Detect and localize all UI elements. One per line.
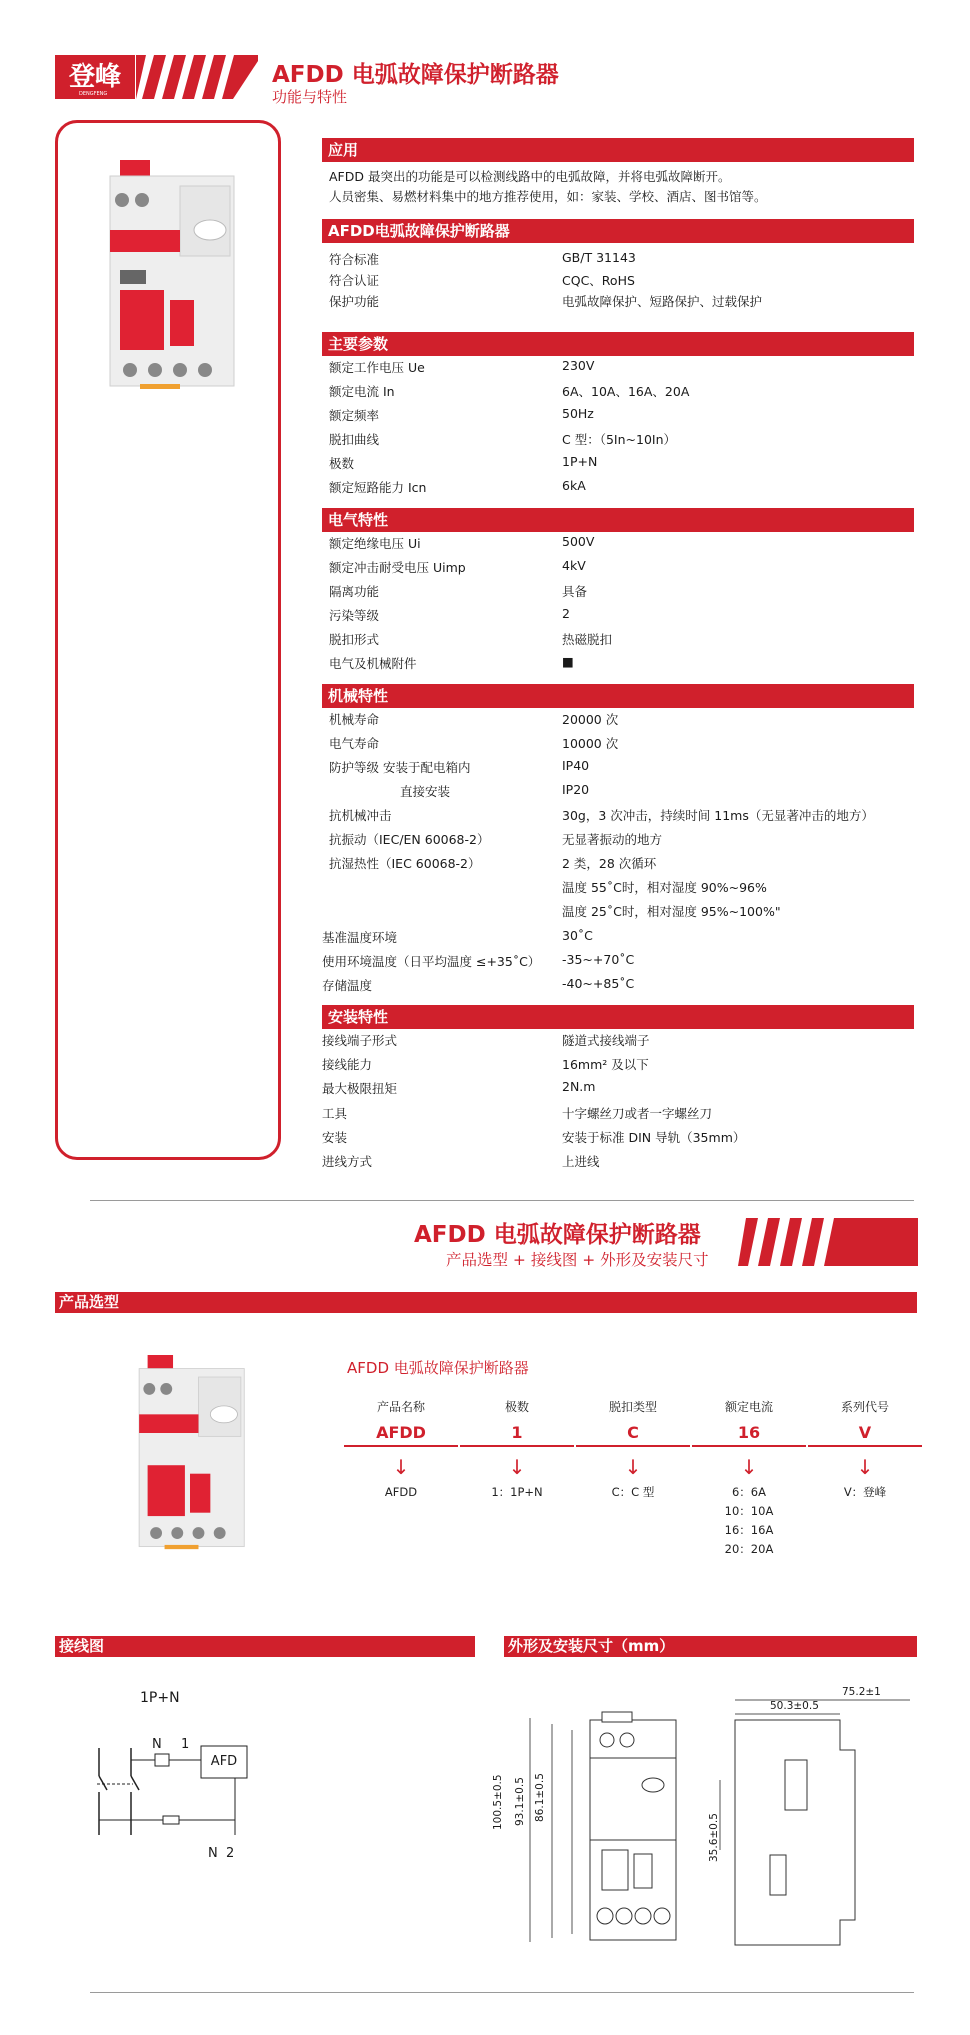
spec-label: 防护等级 安装于配电箱内 (329, 760, 471, 775)
spec-label: 符合认证 (329, 273, 380, 288)
column-detail: C：C 型 (611, 1485, 655, 1499)
spec-value: 2 类，28 次循环 (562, 856, 657, 871)
wiring-terminal-n: N (152, 1737, 162, 1752)
column-header: 产品名称 (376, 1400, 425, 1414)
dim-side-height: 35.6±0.5 (708, 1813, 720, 1862)
spec-value: 4kV (562, 558, 586, 573)
column-header: 额定电流 (724, 1400, 773, 1414)
spec-value: -35~+70˚C (562, 952, 635, 967)
spec-value: ■ (562, 654, 574, 669)
section-application: 应用 (322, 138, 914, 162)
section-electrical: 电气特性 (322, 508, 914, 532)
column-underline (460, 1445, 574, 1447)
spec-label: 进线方式 (322, 1154, 373, 1169)
column-header: 系列代号 (840, 1400, 889, 1414)
page-title: AFDD 电弧故障保护断路器 (272, 62, 559, 88)
spec-label: 电气寿命 (329, 736, 380, 751)
spec-value: 具备 (562, 584, 588, 599)
spec-value: 2N.m (562, 1079, 596, 1094)
column-code: AFDD (376, 1423, 426, 1442)
spec-label: 电气及机械附件 (329, 656, 417, 671)
spec-label: 隔离功能 (329, 584, 380, 599)
column-detail: V：登峰 (843, 1485, 887, 1499)
section2-title: AFDD 电弧故障保护断路器 (414, 1222, 701, 1248)
column-detail: 16：16A (724, 1523, 774, 1537)
spec-value: 6kA (562, 478, 586, 493)
spec-label: 符合标准 (329, 252, 380, 267)
spec-label: 接线能力 (322, 1057, 373, 1072)
spec-label: 抗振动（IEC/EN 60068-2） (329, 832, 490, 847)
spec-label: 保护功能 (329, 294, 380, 309)
column-detail: 10：10A (724, 1504, 774, 1518)
spec-value: 上进线 (562, 1154, 600, 1169)
spec-label: 污染等级 (329, 608, 380, 623)
divider (90, 1200, 914, 1201)
spec-label: 工具 (322, 1106, 348, 1121)
section-product: AFDD电弧故障保护断路器 (322, 219, 914, 243)
arrow-down-icon: ↓ (624, 1455, 642, 1479)
spec-value: 16mm² 及以下 (562, 1057, 649, 1072)
spec-value: 500V (562, 534, 595, 549)
column-underline (576, 1445, 690, 1447)
dim-height-3: 86.1±0.5 (534, 1773, 546, 1822)
dim-width-total: 75.2±1 (842, 1686, 881, 1698)
spec-label: 额定绝缘电压 Ui (329, 536, 421, 551)
spec-value: 50Hz (562, 406, 594, 421)
selection-column-current (692, 1398, 806, 1559)
spec-value: 30˚C (562, 928, 593, 943)
spec-value: 10000 次 (562, 736, 619, 751)
header-stripes (136, 55, 258, 99)
section2-subtitle: 产品选型 + 接线图 + 外形及安装尺寸 (446, 1251, 709, 1269)
wiring-terminal-bottom: N 2 (208, 1846, 235, 1861)
spec-label: 额定频率 (329, 408, 380, 423)
spec-label: 直接安装 (400, 784, 451, 799)
spec-value: 安装于标准 DIN 导轨（35mm） (562, 1130, 746, 1145)
section2-stripes (738, 1218, 918, 1266)
column-code: 1 (511, 1423, 523, 1442)
arrow-down-icon: ↓ (740, 1455, 758, 1479)
spec-value: 热磁脱扣 (562, 632, 613, 647)
spec-label: 额定冲击耐受电压 Uimp (329, 560, 466, 575)
selection-column-poles (460, 1398, 574, 1502)
spec-value: IP20 (562, 782, 590, 797)
spec-label: 额定电流 In (329, 384, 395, 399)
spec-label: 抗湿热性（IEC 60068-2） (329, 856, 481, 871)
arrow-down-icon: ↓ (508, 1455, 526, 1479)
spec-label: 抗机械冲击 (329, 808, 392, 823)
spec-value: 隧道式接线端子 (562, 1033, 650, 1048)
spec-value: 1P+N (562, 454, 598, 469)
brand-logo: 登峰 DENGFENG (55, 55, 135, 99)
wiring-pole-label: 1P+N (140, 1690, 180, 1706)
column-underline (692, 1445, 806, 1447)
column-underline (808, 1445, 922, 1447)
spec-value: 温度 25˚C时，相对湿度 95%~100%" (562, 904, 781, 919)
column-detail: AFDD (384, 1485, 418, 1499)
column-code: 16 (737, 1423, 761, 1442)
page-subtitle: 功能与特性 (272, 88, 348, 106)
spec-value: 230V (562, 358, 595, 373)
column-code: V (858, 1423, 872, 1442)
spec-value: 十字螺丝刀或者一字螺丝刀 (562, 1106, 713, 1121)
column-detail: 20：20A (724, 1542, 774, 1556)
wiring-device-label: AFD (210, 1754, 238, 1769)
spec-value: 20000 次 (562, 712, 619, 727)
spec-label: 脱扣曲线 (329, 432, 380, 447)
spec-label: 基准温度环境 (322, 930, 398, 945)
spec-label: 脱扣形式 (329, 632, 380, 647)
spec-label: 额定短路能力 Icn (329, 480, 427, 495)
section-dimensions: 外形及安装尺寸（mm） (504, 1636, 917, 1657)
spec-label: 接线端子形式 (322, 1033, 398, 1048)
spec-label: 极数 (329, 456, 355, 471)
spec-value: 电弧故障保护、短路保护、过载保护 (562, 294, 763, 309)
column-header: 极数 (504, 1400, 529, 1414)
section-mechanical: 机械特性 (322, 684, 914, 708)
section-main-params: 主要参数 (322, 332, 914, 356)
wiring-terminal-1: 1 (181, 1737, 190, 1752)
arrow-down-icon: ↓ (856, 1455, 874, 1479)
footer-divider (90, 1992, 914, 1993)
product-photo (100, 160, 240, 390)
spec-value: IP40 (562, 758, 590, 773)
dim-height-2: 93.1±0.5 (514, 1777, 526, 1826)
selection-column-series (808, 1398, 922, 1502)
spec-value: 温度 55˚C时，相对湿度 90%~96% (562, 880, 767, 895)
column-header: 脱扣类型 (608, 1400, 657, 1414)
application-line-2: 人员密集、易燃材料集中的地方推荐使用，如：家装、学校、酒店、图书馆等。 (329, 189, 767, 204)
spec-value: 无显著振动的地方 (562, 832, 663, 847)
spec-value: 6A、10A、16A、20A (562, 384, 690, 399)
arrow-down-icon: ↓ (392, 1455, 410, 1479)
spec-label: 存储温度 (322, 978, 373, 993)
spec-label: 使用环境温度（日平均温度 ≤+35˚C） (322, 954, 541, 969)
selection-column-name (344, 1398, 458, 1502)
section-wiring: 接线图 (55, 1636, 475, 1657)
spec-value: 2 (562, 606, 570, 621)
spec-label: 最大极限扭矩 (322, 1081, 398, 1096)
application-line-1: AFDD 最突出的功能是可以检测线路中的电弧故障，并将电弧故障断开。 (329, 169, 731, 184)
selection-product-title: AFDD 电弧故障保护断路器 (347, 1359, 529, 1377)
spec-label: 额定工作电压 Ue (329, 360, 425, 375)
selection-column-trip (576, 1398, 690, 1502)
spec-label: 安装 (322, 1130, 348, 1145)
product-photo-2 (130, 1355, 250, 1550)
spec-value: CQC、RoHS (562, 273, 635, 288)
column-underline (344, 1445, 458, 1447)
column-detail: 1：1P+N (491, 1485, 543, 1499)
dim-total-height: 100.5±0.5 (492, 1774, 504, 1830)
spec-value: -40~+85˚C (562, 976, 635, 991)
column-detail: 6：6A (731, 1485, 766, 1499)
spec-value: C 型：（5In~10In） (562, 432, 677, 447)
spec-label: 机械寿命 (329, 712, 380, 727)
dim-width-2: 50.3±0.5 (770, 1700, 819, 1712)
column-code: C (627, 1423, 639, 1442)
spec-value: GB/T 31143 (562, 250, 636, 265)
spec-value: 30g，3 次冲击，持续时间 11ms（无显著冲击的地方） (562, 808, 874, 823)
section-installation: 安装特性 (322, 1005, 914, 1029)
section-selection: 产品选型 (55, 1292, 917, 1313)
